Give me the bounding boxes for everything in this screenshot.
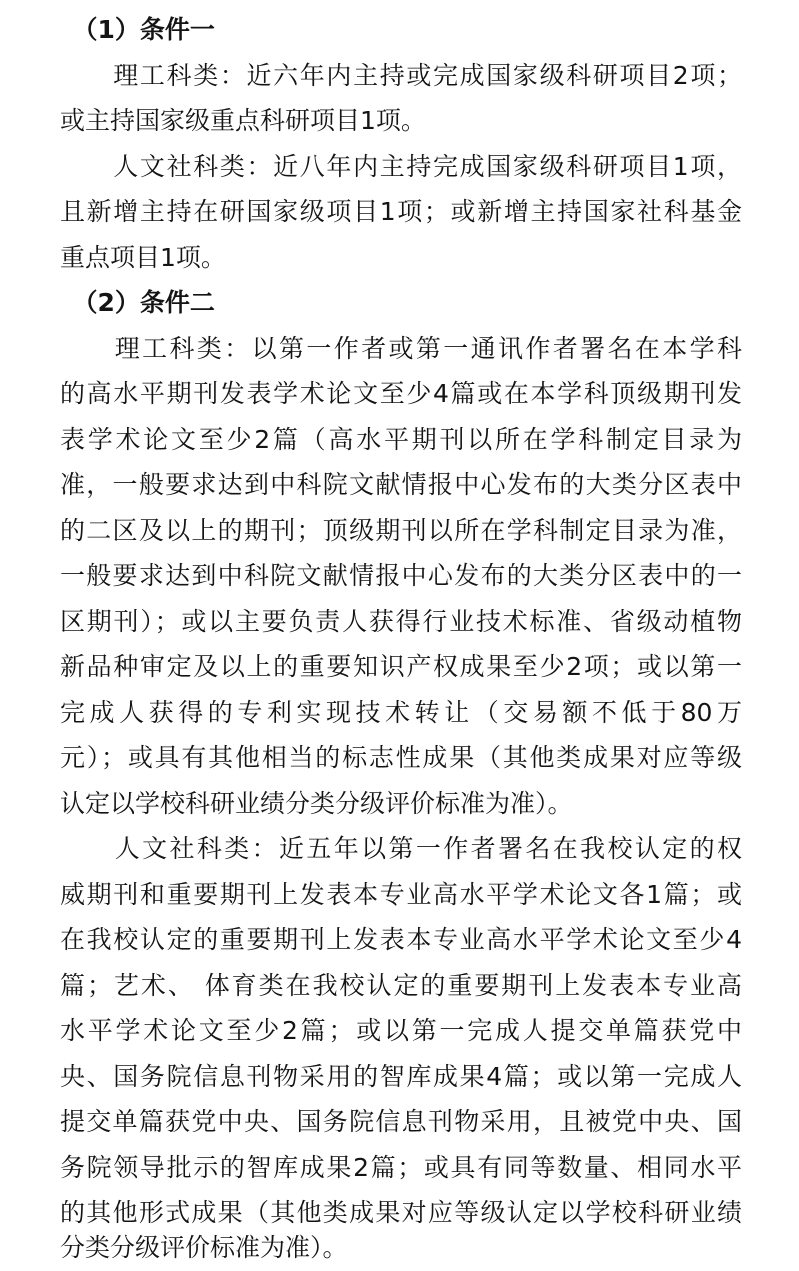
text-line: 一般要求达到中科院文献情报中心发布的大类分区表中的一 [60,561,742,590]
text-line: 人文社科类：近五年以第一作者署名在我校认定的权 [60,834,742,863]
text-line: 理工科类：以第一作者或第一通讯作者署名在本学科 [60,334,742,363]
text-line: 在我校认定的重要期刊上发表本专业高水平学术论文至少4 [60,925,742,954]
text-line: 理工科类：近六年内主持或完成国家级科研项目2项； [60,61,742,90]
heading-condition-1: （1）条件一 [60,15,215,44]
text-line: 的高水平期刊发表学术论文至少4篇或在本学科顶级期刊发 [60,379,742,408]
text-line: 表学术论文至少2篇（高水平期刊以所在学科制定目录为 [60,425,742,454]
text-line: 准，一般要求达到中科院文献情报中心发布的大类分区表中 [60,470,742,499]
text-line: 且新增主持在研国家级项目1项；或新增主持国家社科基金 [60,197,742,226]
text-line: 新品种审定及以上的重要知识产权成果至少2项；或以第一 [60,652,742,681]
text-line: 认定以学校科研业绩分类分级评价标准为准）。 [60,789,573,818]
text-line: 威期刊和重要期刊上发表本专业高水平学术论文各1篇；或 [60,880,742,909]
text-line: 提交单篇获党中央、国务院信息刊物采用，且被党中央、国 [60,1107,742,1136]
text-line: 务院领导批示的智库成果2篇；或具有同等数量、相同水平 [60,1153,742,1182]
text-line: 分类分级评价标准为准）。 [60,1233,348,1262]
text-line: 或主持国家级重点科研项目1项。 [60,106,426,135]
text-line: 央、国务院信息刊物采用的智库成果4篇；或以第一完成人 [60,1062,742,1091]
text-line: 重点项目1项。 [60,243,226,272]
text-line: 人文社科类：近八年内主持完成国家级科研项目1项， [60,152,742,181]
text-line: 完成人获得的专利实现技术转让（交易额不低于80万 [60,698,742,727]
text-line: 区期刊）；或以主要负责人获得行业技术标准、省级动植物 [60,607,742,636]
text-line: 篇；艺术、 体育类在我校认定的重要期刊上发表本专业高 [60,971,742,1000]
text-line: 的二区及以上的期刊；顶级期刊以所在学科制定目录为准， [60,516,742,545]
text-line: 水平学术论文至少2篇；或以第一完成人提交单篇获党中 [60,1016,742,1045]
heading-condition-2: （2）条件二 [60,288,215,317]
text-line: 的其他形式成果（其他类成果对应等级认定以学校科研业绩 [60,1198,742,1227]
text-line: 元）；或具有其他相当的标志性成果（其他类成果对应等级 [60,743,742,772]
